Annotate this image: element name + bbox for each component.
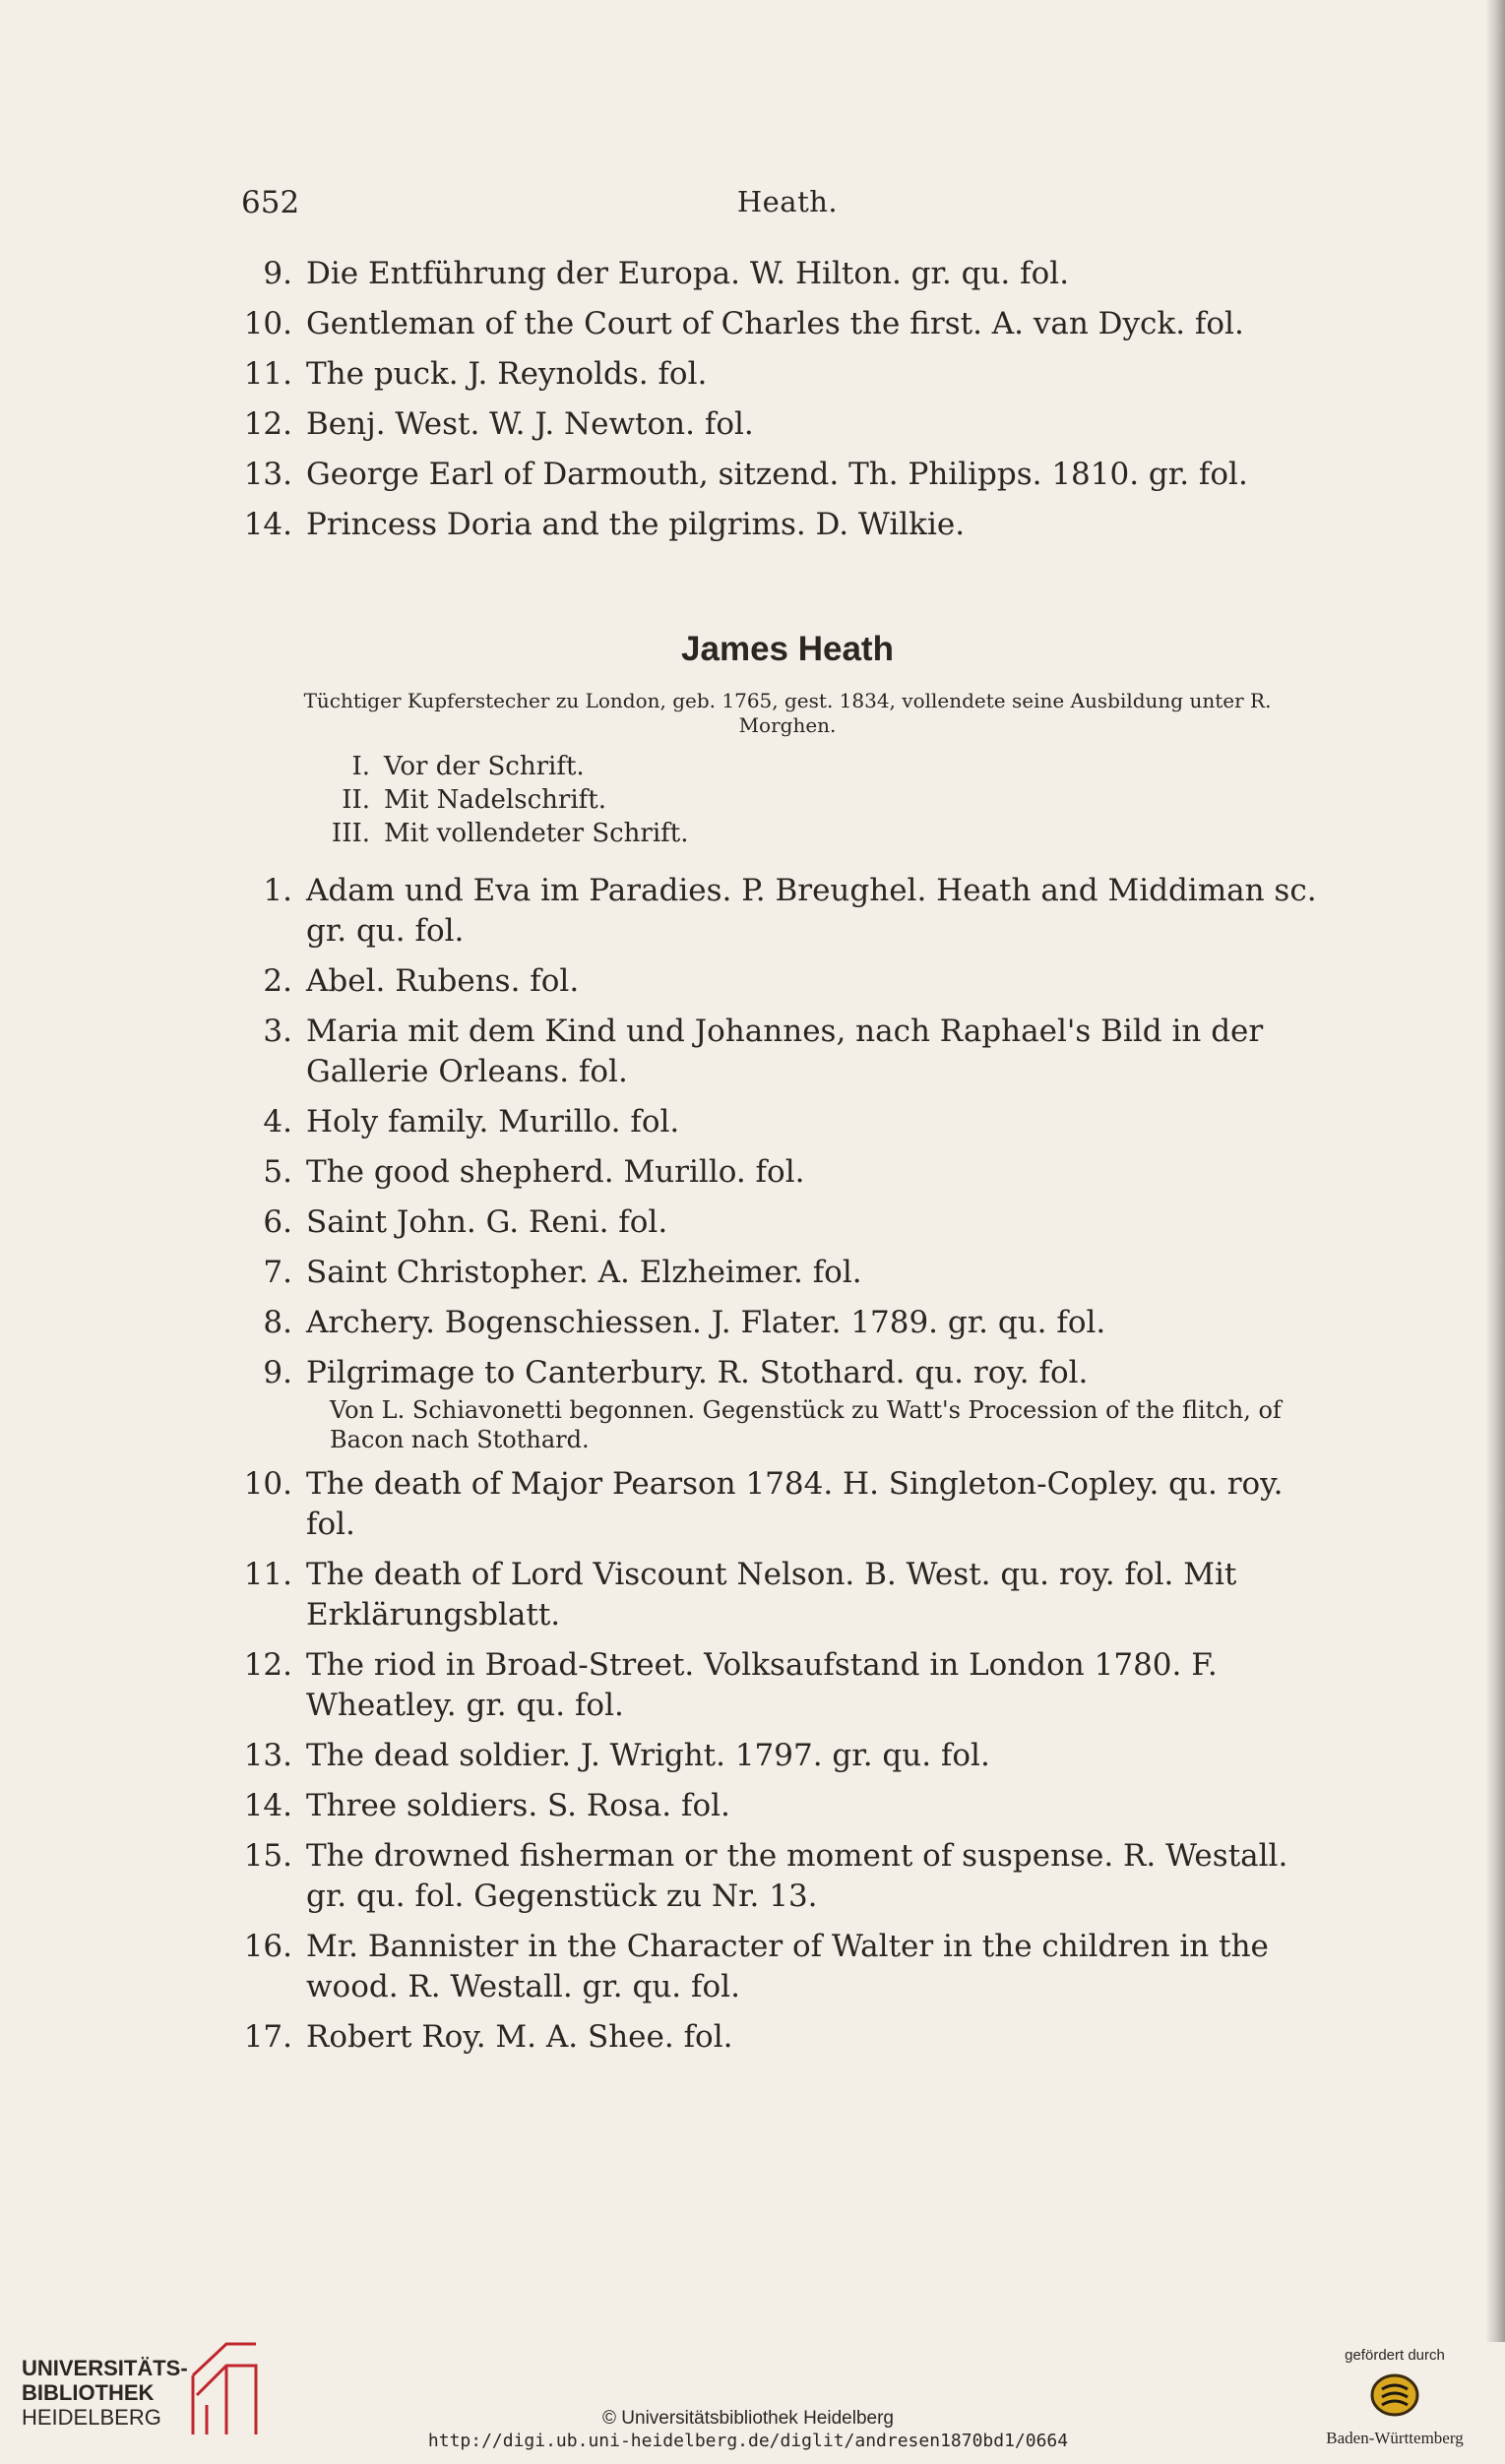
catalog-entry xyxy=(241,1555,1334,1635)
entry-text: Saint John. G. Reni. fol. xyxy=(306,1204,668,1240)
catalog-entry xyxy=(241,1464,1334,1545)
state-numeral: II. xyxy=(342,785,370,815)
entry-text: The puck. J. Reynolds. fol. xyxy=(306,356,708,392)
entry-number: 6. xyxy=(263,1204,292,1240)
entry-number: 12. xyxy=(243,1647,292,1683)
entry-text: The dead soldier. J. Wright. 1797. gr. qu. fol. xyxy=(306,1738,990,1773)
entry-text: Three soldiers. S. Rosa. fol. xyxy=(306,1788,730,1823)
entry-number: 3. xyxy=(263,1014,292,1049)
entry-number: 11. xyxy=(243,1557,292,1592)
library-name-line1: UNIVERSITÄTS- xyxy=(22,2356,188,2380)
print-states-list xyxy=(315,750,1201,850)
entry-text: Pilgrimage to Canterbury. R. Stothard. qu. roy. fol. xyxy=(306,1355,1089,1390)
catalog-entry xyxy=(241,354,1334,395)
print-state xyxy=(315,817,1201,850)
entry-text: Robert Roy. M. A. Shee. fol. xyxy=(306,2019,733,2055)
entry-text: The death of Major Pearson 1784. H. Singleton-Copley. qu. roy. fol. xyxy=(306,1466,1284,1542)
entry-number: 10. xyxy=(243,1466,292,1502)
sponsor-block[interactable] xyxy=(1306,2347,1483,2448)
running-head: Heath. xyxy=(736,185,839,218)
page-edge-shadow xyxy=(1485,0,1505,2342)
catalog-entry xyxy=(241,1736,1334,1776)
catalog-entry xyxy=(241,1927,1334,2007)
library-name xyxy=(22,2356,188,2430)
coat-of-arms-icon xyxy=(1369,2372,1420,2419)
entry-number: 9. xyxy=(263,1355,292,1390)
library-mark-icon xyxy=(187,2336,262,2444)
page-header xyxy=(241,185,1334,230)
entry-number: 11. xyxy=(243,356,292,392)
entry-text: The drowned fisherman or the moment of suspense. R. Westall. gr. qu. fol. Gegenstück zu Nr. 13. xyxy=(306,1838,1288,1914)
library-name-line2: BIBLIOTHEK xyxy=(22,2380,155,2405)
catalog-entry xyxy=(241,1102,1334,1142)
entry-number: 7. xyxy=(263,1255,292,1290)
entry-number: 14. xyxy=(243,507,292,542)
section-title: James Heath xyxy=(681,630,894,668)
entry-text: Benj. West. W. J. Newton. fol. xyxy=(306,406,754,442)
catalog-entry xyxy=(241,254,1334,294)
entry-text: Maria mit dem Kind und Johannes, nach Raphael's Bild in der Gallerie Orleans. fol. xyxy=(306,1014,1264,1089)
entry-number: 9. xyxy=(263,256,292,291)
entry-number: 13. xyxy=(243,457,292,492)
catalog-entry xyxy=(241,1353,1334,1454)
entry-text: Die Entführung der Europa. W. Hilton. gr. qu. fol. xyxy=(306,256,1070,291)
entry-text: Adam und Eva im Paradies. P. Breughel. Heath and Middiman sc. gr. qu. fol. xyxy=(306,873,1317,949)
library-logo[interactable] xyxy=(22,2336,337,2444)
entry-text: George Earl of Darmouth, sitzend. Th. Philipps. 1810. gr. fol. xyxy=(306,457,1248,492)
catalog-entry xyxy=(241,1303,1334,1343)
catalog-entry xyxy=(241,2017,1334,2058)
section-subtitle: Tüchtiger Kupferstecher zu London, geb. 1765, gest. 1834, vollendete seine Ausbildung unter R. Morghen. xyxy=(303,689,1272,737)
entry-number: 17. xyxy=(243,2019,292,2055)
state-text: Mit vollendeter Schrift. xyxy=(384,819,689,848)
library-name-line3: HEIDELBERG xyxy=(22,2405,161,2430)
state-numeral: I. xyxy=(351,752,370,781)
entry-number: 5. xyxy=(263,1154,292,1190)
catalog-entry xyxy=(241,871,1334,952)
entry-text: The riod in Broad-Street. Volksaufstand in London 1780. F. Wheatley. gr. qu. fol. xyxy=(306,1647,1218,1723)
entry-text: Holy family. Murillo. fol. xyxy=(306,1104,680,1140)
entry-number: 8. xyxy=(263,1305,292,1340)
entry-text: Princess Doria and the pilgrims. D. Wilkie. xyxy=(306,507,966,542)
entry-number: 2. xyxy=(263,963,292,999)
catalog-entry xyxy=(241,505,1334,545)
catalog-entry xyxy=(241,455,1334,495)
entry-number: 14. xyxy=(243,1788,292,1823)
entry-text: Mr. Bannister in the Character of Walter in the children in the wood. R. Westall. gr. qu. fol. xyxy=(306,1929,1269,2004)
catalog-entry xyxy=(241,1253,1334,1293)
entry-text: The death of Lord Viscount Nelson. B. West. qu. roy. fol. Mit Erklärungsblatt. xyxy=(306,1557,1237,1632)
state-text: Mit Nadelschrift. xyxy=(384,785,606,815)
entry-list-top xyxy=(241,254,1334,555)
state-text: Vor der Schrift. xyxy=(384,752,585,781)
entry-number: 4. xyxy=(263,1104,292,1140)
sponsor-label: gefördert durch xyxy=(1345,2347,1445,2364)
entry-number: 10. xyxy=(243,306,292,341)
entry-text: Archery. Bogenschiessen. J. Flater. 1789. gr. qu. fol. xyxy=(306,1305,1106,1340)
catalog-entry xyxy=(241,1836,1334,1917)
state-numeral: III. xyxy=(331,819,370,848)
sponsor-name: Baden-Württemberg xyxy=(1326,2429,1464,2447)
entry-list-main xyxy=(241,871,1334,2067)
copyright-text: © Universitätsbibliothek Heidelberg xyxy=(602,2408,894,2429)
entry-text: Gentleman of the Court of Charles the first. A. van Dyck. fol. xyxy=(306,306,1244,341)
entry-number: 13. xyxy=(243,1738,292,1773)
catalog-entry xyxy=(241,1202,1334,1243)
catalog-entry xyxy=(241,1645,1334,1726)
entry-text: Saint Christopher. A. Elzheimer. fol. xyxy=(306,1255,862,1290)
entry-text: Abel. Rubens. fol. xyxy=(306,963,580,999)
catalog-entry xyxy=(241,304,1334,344)
permalink-url[interactable]: http://digi.ub.uni-heidelberg.de/diglit/andresen1870bd1/0664 xyxy=(427,2431,1069,2451)
footer-credit xyxy=(394,2407,1102,2452)
print-state xyxy=(315,783,1201,817)
catalog-entry xyxy=(241,1012,1334,1092)
entry-number: 12. xyxy=(243,406,292,442)
entry-number: 15. xyxy=(243,1838,292,1874)
entry-note: Von L. Schiavonetti begonnen. Gegenstück zu Watt's Procession of the flitch, of Bacon nach Stothard. xyxy=(330,1396,1282,1453)
print-state xyxy=(315,750,1201,783)
entry-text: The good shepherd. Murillo. fol. xyxy=(306,1154,805,1190)
catalog-entry xyxy=(241,1786,1334,1826)
catalog-entry xyxy=(241,1152,1334,1193)
entry-number: 1. xyxy=(263,873,292,908)
page-number: 652 xyxy=(241,185,300,220)
catalog-entry xyxy=(241,961,1334,1002)
catalog-entry xyxy=(241,404,1334,445)
entry-number: 16. xyxy=(243,1929,292,1964)
